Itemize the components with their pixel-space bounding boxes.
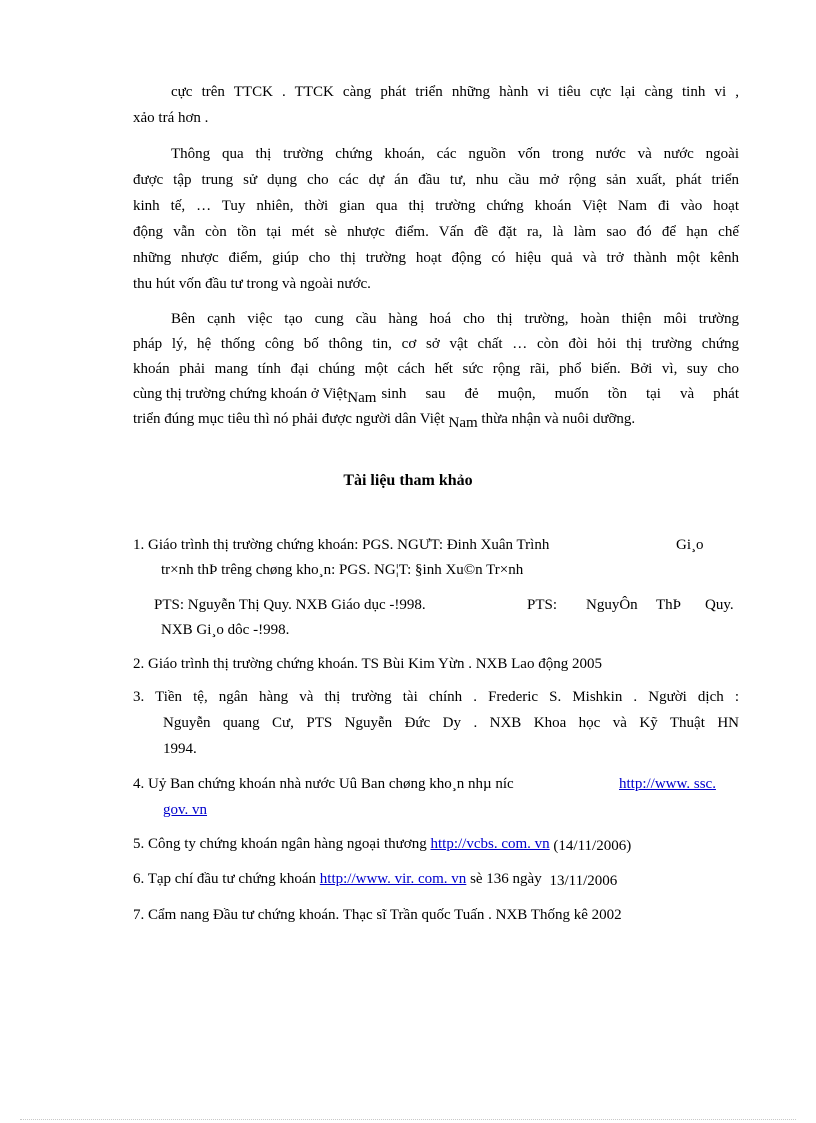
paragraph-2-line: pháp lý, hệ thống công bố thông tin, cơ sở vật chất … còn đòi hỏi thị trường chứng bbox=[133, 336, 739, 352]
text-segment: ThÞ bbox=[656, 597, 682, 613]
reference-item-1-line: tr×nh thÞ trêng chøng kho¸n: PGS. NG¦T: §inh Xu©n Tr×nh bbox=[161, 562, 524, 578]
reference-item-7: 7. Cẩm nang Đầu tư chứng khoán. Thạc sĩ Trần quốc Tuấn . NXB Thống kê 2002 bbox=[133, 907, 622, 923]
reference-item-3: 3. Tiền tệ, ngân hàng và thị trường tài chính . Frederic S. Mishkin . Người dịch : bbox=[133, 689, 739, 705]
paragraph-1-line: thu hút vốn đầu tư trong và ngoài nước. bbox=[133, 276, 371, 292]
vcbs-link[interactable]: http://vcbs. com. vn bbox=[430, 836, 550, 852]
reference-item-1-line: PTS: Nguyễn Thị Quy. NXB Giáo dục -!998. bbox=[154, 597, 426, 613]
text-segment: 6. Tạp chí đầu tư chứng khoán bbox=[133, 871, 317, 887]
reference-item-3-line: Nguyễn quang Cư, PTS Nguyễn Đức Dy . NXB Khoa học và Kỹ Thuật HN bbox=[163, 715, 739, 731]
paragraph-2-line bbox=[133, 386, 739, 406]
ssc-link-continued[interactable]: gov. vn bbox=[163, 802, 208, 818]
text-segment: Quy. bbox=[705, 597, 734, 613]
text-segment: Nam bbox=[347, 390, 377, 406]
paragraph-1-line: động vẫn còn tồn tại mét sè nhược điểm. Vấn đề đặt ra, là làm sao đó để hạn chế bbox=[133, 224, 739, 240]
reference-item-1 bbox=[133, 537, 549, 554]
reference-item-6 bbox=[133, 871, 617, 888]
reference-item-5 bbox=[133, 836, 631, 853]
ssc-link[interactable]: http://www. ssc. bbox=[619, 776, 716, 792]
continuation-line: cực trên TTCK . TTCK càng phát triển những hành vi tiêu cực lại càng tinh vi , bbox=[171, 84, 739, 100]
text-segment: sinh sau đẻ muộn, muốn tồn tại và phát bbox=[381, 386, 739, 402]
continuation-line: xảo trá hơn . bbox=[133, 110, 209, 126]
vir-link[interactable]: http://www. vir. com. vn bbox=[319, 871, 467, 887]
paragraph-1-line: Thông qua thị trường chứng khoán, các nguồn vốn trong nước và nước ngoài bbox=[171, 146, 739, 162]
references-heading: Tài liệu tham khảo bbox=[343, 472, 473, 489]
paragraph-2-line bbox=[133, 411, 636, 431]
text-segment: Nam bbox=[448, 415, 478, 431]
page-bottom-rule bbox=[20, 1119, 796, 1120]
text-segment: Gi¸o bbox=[676, 537, 704, 553]
text-segment: triển đúng mục tiêu thì nó phải được người dân Việt bbox=[133, 411, 445, 427]
paragraph-1-line: kinh tế, … Tuy nhiên, thời gian qua thị trường chứng khoán Việt Nam đi vào hoạt bbox=[133, 198, 739, 214]
text-segment: 13/11/2006 bbox=[549, 873, 618, 889]
text-segment: PTS: bbox=[527, 597, 558, 613]
reference-item-2: 2. Giáo trình thị trường chứng khoán. TS Bùi Kim Yừn . NXB Lao động 2005 bbox=[133, 656, 602, 672]
paragraph-1-line: những nhược điểm, giúp cho thị trường hoạt động có hiệu quả và trở thành một kênh bbox=[133, 250, 739, 266]
paragraph-2-line: khoán phải mang tính đại chúng một cách hết sức rộng rãi, phổ biến. Bởi vì, suy cho bbox=[133, 361, 739, 377]
text-segment: 5. Công ty chứng khoán ngân hàng ngoại thương bbox=[133, 836, 427, 852]
reference-item-3-line: 1994. bbox=[163, 741, 197, 757]
text-segment: 1. Giáo trình thị trường chứng khoán: PGS. NGƯT: Đinh Xuân Trình bbox=[133, 537, 550, 553]
reference-item-4: 4. Uỷ Ban chứng khoán nhà nước Uû Ban chøng kho¸n nhµ níc bbox=[133, 776, 514, 792]
text-segment: NguyÔn bbox=[586, 597, 638, 613]
text-segment: cùng thị trường chứng khoán ở Việt bbox=[133, 386, 348, 402]
reference-item-1-line: NXB Gi¸o dôc -!998. bbox=[161, 622, 290, 638]
paragraph-2-line: Bên cạnh việc tạo cung cầu hàng hoá cho thị trường, hoàn thiện môi trường bbox=[171, 311, 739, 327]
paragraph-1-line: được tập trung sử dụng cho các dự án đầu tư, nhu cầu mở rộng sản xuất, phát triển bbox=[133, 172, 739, 188]
text-segment: (14/11/2006) bbox=[553, 838, 632, 854]
text-segment: thừa nhận và nuôi dưỡng. bbox=[481, 411, 636, 427]
text-segment: sè 136 ngày bbox=[470, 871, 542, 887]
